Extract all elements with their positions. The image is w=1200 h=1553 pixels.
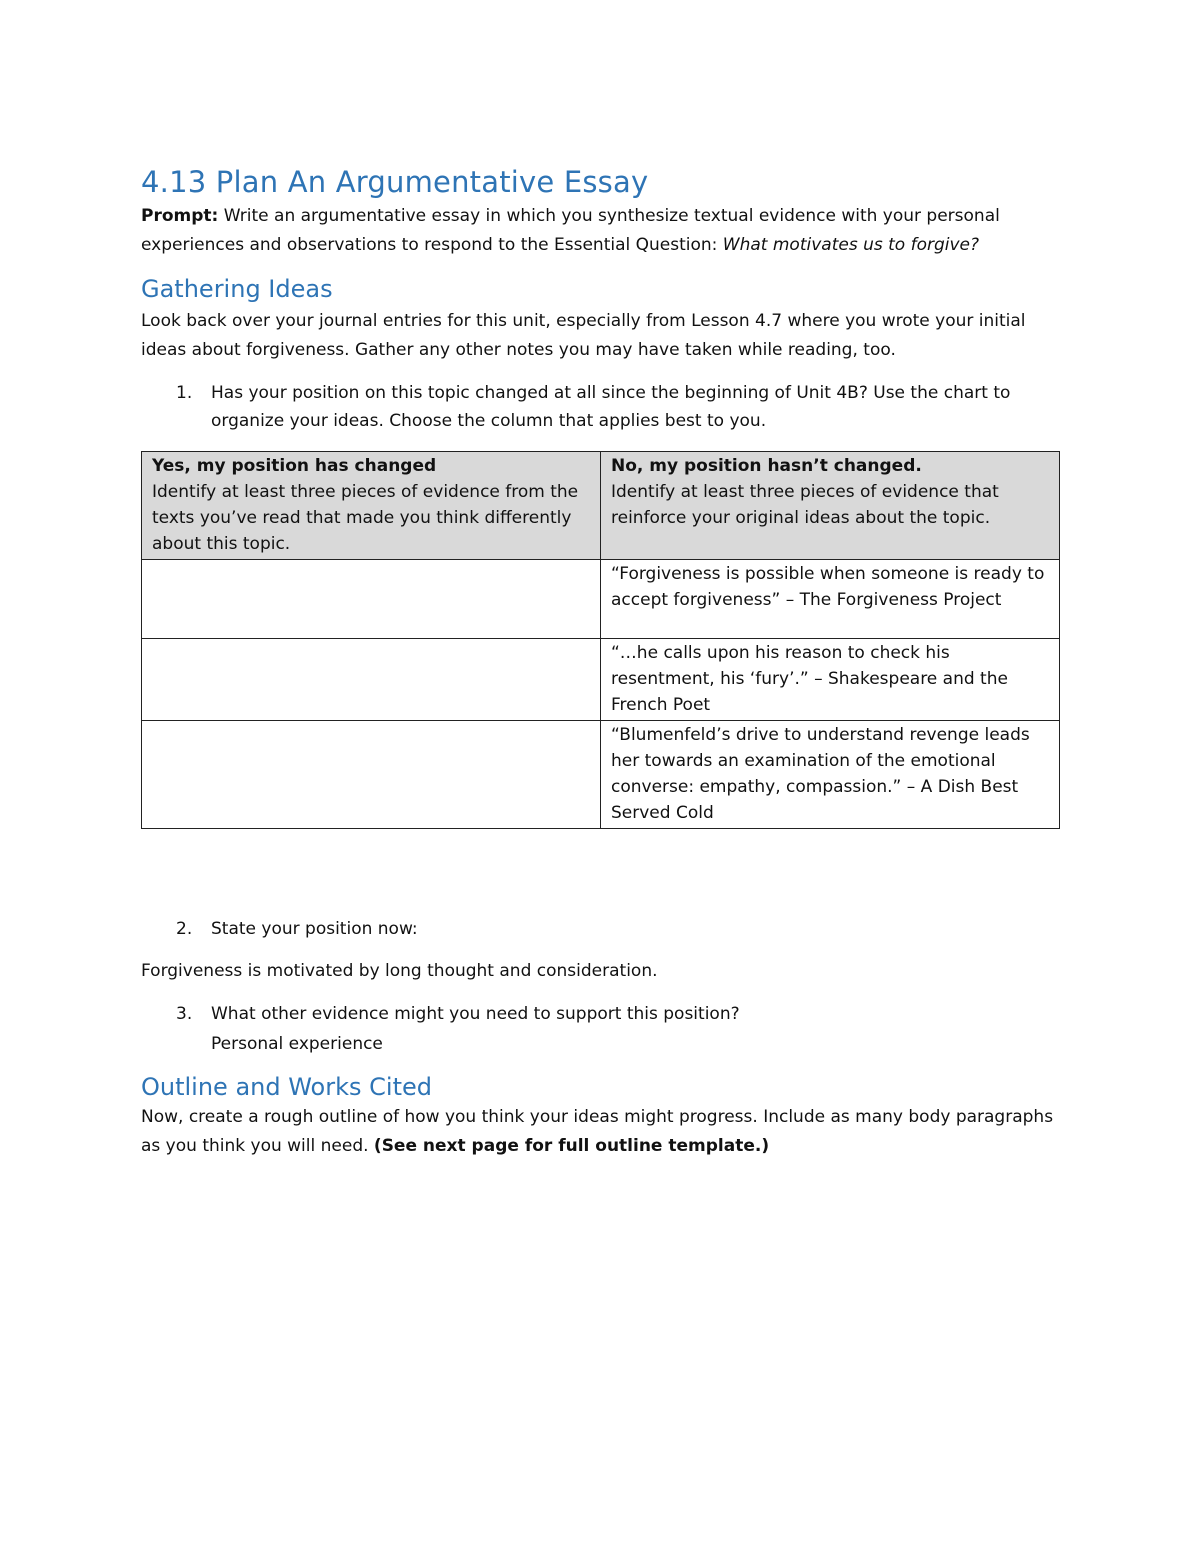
question-3-body [211, 1000, 1059, 1058]
evidence-cell-changed-3[interactable] [142, 721, 601, 829]
table-row [142, 560, 1060, 639]
question-1 [141, 379, 1059, 435]
essential-question: What motivates us to forgive? [722, 235, 980, 255]
prompt-text: Write an argumentative essay in which you synthesize textual evidence with your personal experiences and observations to respond to the Essential Question: [141, 206, 1000, 255]
question-3-number: 3. [176, 1004, 193, 1024]
header-not-changed-desc: Identify at least three pieces of evidence that reinforce your original ideas about the topic. [611, 482, 999, 528]
prompt-paragraph [141, 202, 1059, 260]
question-3-answer: Personal experience [211, 1034, 383, 1054]
evidence-cell-changed-1[interactable] [142, 560, 601, 639]
table-header-row [142, 452, 1060, 560]
header-not-changed-title: No, my position hasn’t changed. [611, 456, 922, 476]
evidence-cell-changed-2[interactable] [142, 639, 601, 721]
question-1-number: 1. [176, 383, 193, 403]
header-not-changed [601, 452, 1060, 560]
question-1-text: Has your position on this topic changed at all since the beginning of Unit 4B? Use the chart to organize your ideas. Choose the column that applies best to you. [211, 383, 1011, 431]
table-row [142, 721, 1060, 829]
document-page [141, 164, 1059, 1161]
page-title: 4.13 Plan An Argumentative Essay [141, 165, 649, 199]
outline-paragraph [141, 1103, 1059, 1161]
outline-heading: Outline and Works Cited [141, 1073, 432, 1101]
prompt-label: Prompt: [141, 206, 219, 226]
header-changed [142, 452, 601, 560]
question-2 [141, 915, 1059, 943]
question-3-text: What other evidence might you need to support this position? [211, 1004, 740, 1024]
evidence-table [141, 451, 1060, 829]
outline-text: Now, create a rough outline of how you think your ideas might progress. Include as many body paragraphs as you think you will need. [141, 1107, 1054, 1156]
table-row [142, 639, 1060, 721]
evidence-cell-unchanged-2[interactable]: “…he calls upon his reason to check his resentment, his ‘fury’.” – Shakespeare and the French Poet [601, 639, 1060, 721]
question-2-number: 2. [176, 919, 193, 939]
header-changed-desc: Identify at least three pieces of evidence from the texts you’ve read that made you think differently about this topic. [152, 482, 579, 554]
header-changed-title: Yes, my position has changed [152, 456, 437, 476]
gathering-intro: Look back over your journal entries for this unit, especially from Lesson 4.7 where you wrote your initial ideas about forgiveness. Gather any other notes you may have taken while reading, too. [141, 311, 1026, 360]
gathering-ideas-heading: Gathering Ideas [141, 275, 333, 303]
outline-note: (See next page for full outline template.) [373, 1136, 770, 1156]
question-2-answer: Forgiveness is motivated by long thought and consideration. [141, 961, 658, 981]
evidence-cell-unchanged-3[interactable]: “Blumenfeld’s drive to understand revenge leads her towards an examination of the emotional converse: empathy, compassion.” – A Dish Best Served Cold [601, 721, 1060, 829]
question-2-text: State your position now: [211, 919, 418, 939]
question-3 [141, 1000, 1059, 1058]
evidence-cell-unchanged-1[interactable]: “Forgiveness is possible when someone is ready to accept forgiveness” – The Forgiveness Project [601, 560, 1060, 639]
